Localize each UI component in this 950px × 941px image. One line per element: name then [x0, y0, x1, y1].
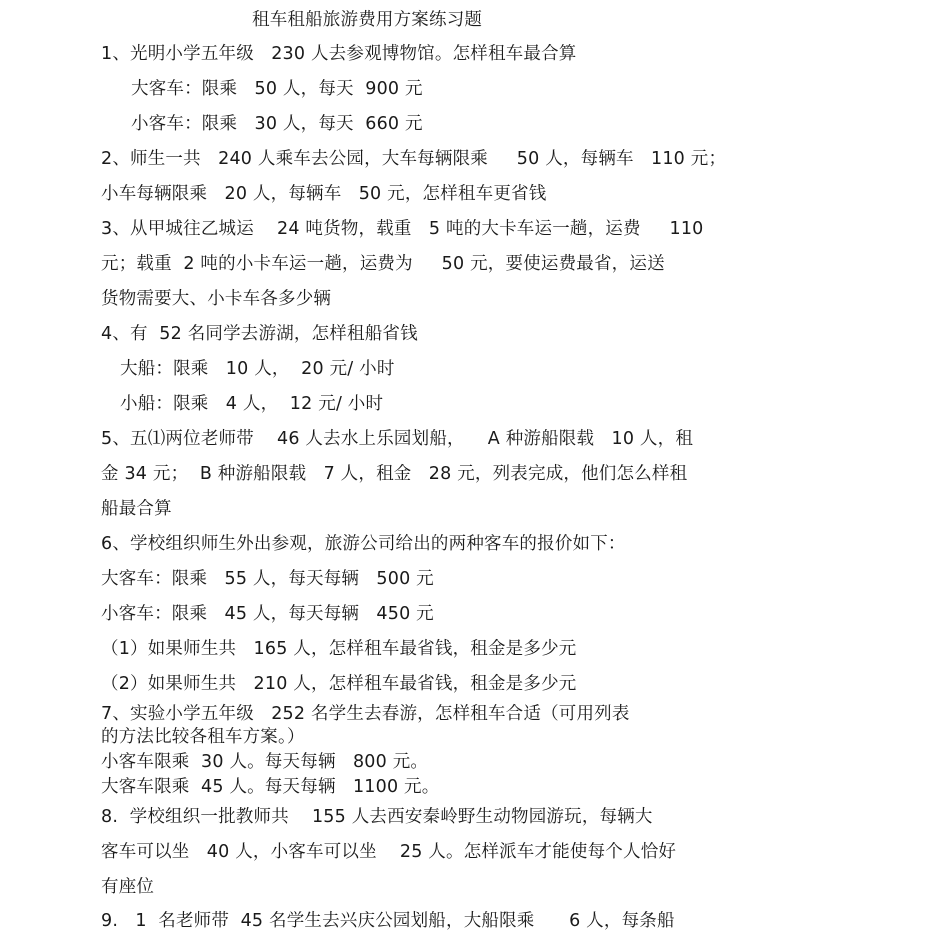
- text-line: 5、五⑴两位老师带 46 人去水上乐园划船， A 种游船限载 10 人，租: [101, 429, 694, 449]
- text-line: 货物需要大、小卡车各多少辆: [101, 289, 332, 309]
- text-line: 客车可以坐 40 人，小客车可以坐 25 人。怎样派车才能使每个人恰好: [101, 842, 677, 862]
- text-line: 2、师生一共 240 人乘车去公园，大车每辆限乘 50 人，每辆车 110 元；: [101, 149, 727, 169]
- text-line: 的方法比较各租车方案。）: [101, 727, 305, 747]
- text-line: 1、光明小学五年级 230 人去参观博物馆。怎样租车最合算: [101, 44, 577, 64]
- text-line: 大客车：限乘 50 人，每天 900 元: [131, 79, 423, 99]
- text-line: （2）如果师生共 210 人，怎样租车最省钱，租金是多少元: [101, 674, 577, 694]
- text-line: （1）如果师生共 165 人，怎样租车最省钱，租金是多少元: [101, 639, 577, 659]
- text-line: 大船：限乘 10 人， 20 元/ 小时: [120, 359, 395, 379]
- text-line: 大客车：限乘 55 人，每天每辆 500 元: [101, 569, 434, 589]
- text-line: 船最合算: [101, 499, 172, 519]
- text-line: 金 34 元； B 种游船限载 7 人，租金 28 元，列表完成，他们怎么样租: [101, 464, 688, 484]
- text-line: 4、有 52 名同学去游湖，怎样租船省钱: [101, 324, 418, 344]
- text-line: 有座位: [101, 877, 155, 897]
- text-line: 大客车限乘 45 人。每天每辆 1100 元。: [101, 777, 440, 797]
- document-title: 租车租船旅游费用方案练习题: [252, 10, 483, 30]
- text-line: 元；载重 2 吨的小卡车运一趟，运费为 50 元，要使运费最省，运送: [101, 254, 665, 274]
- text-line: 小车每辆限乘 20 人，每辆车 50 元，怎样租车更省钱: [101, 184, 547, 204]
- text-line: 小船：限乘 4 人， 12 元/ 小时: [120, 394, 384, 414]
- text-line: 6、学校组织师生外出参观，旅游公司给出的两种客车的报价如下：: [101, 534, 626, 554]
- text-line: 小客车：限乘 45 人，每天每辆 450 元: [101, 604, 434, 624]
- text-line: 3、从甲城往乙城运 24 吨货物，载重 5 吨的大卡车运一趟，运费 110: [101, 219, 704, 239]
- text-line: 小客车：限乘 30 人，每天 660 元: [131, 114, 423, 134]
- text-line: 8. 学校组织一批教师共 155 人去西安秦岭野生动物园游玩，每辆大: [101, 807, 653, 827]
- text-line: 9. 1 名老师带 45 名学生去兴庆公园划船，大船限乘 6 人，每条船: [101, 911, 675, 931]
- text-line: 小客车限乘 30 人。每天每辆 800 元。: [101, 752, 429, 772]
- text-line: 7、实验小学五年级 252 名学生去春游，怎样租车合适（可用列表: [101, 704, 630, 724]
